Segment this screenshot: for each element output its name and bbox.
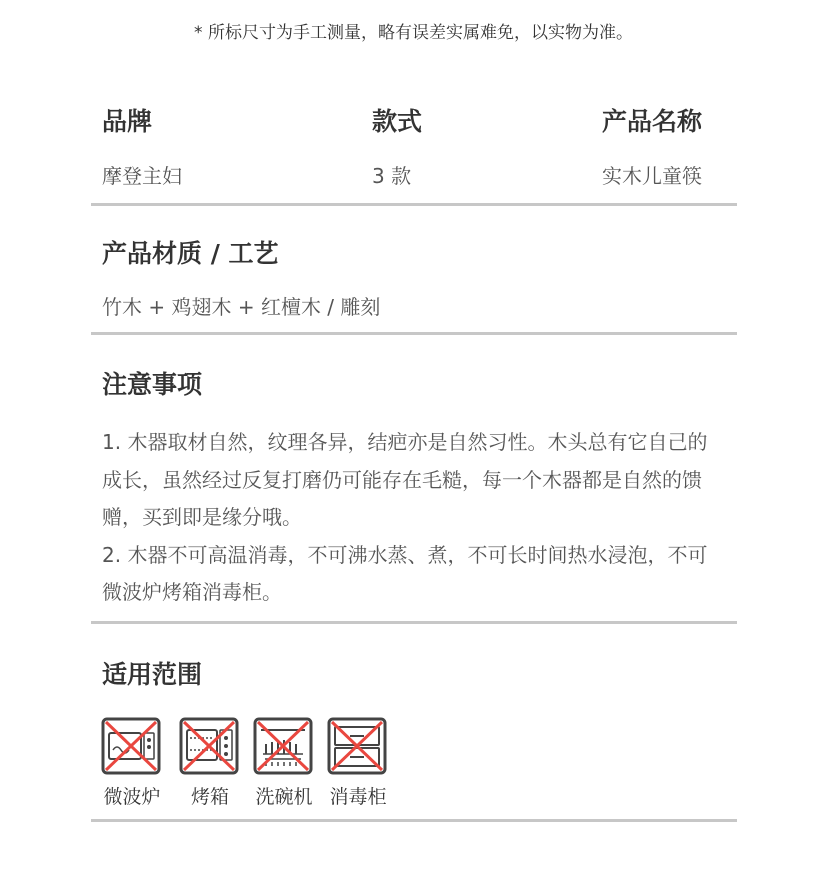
usage-item-label: 洗碗机 — [255, 786, 313, 808]
usage-item-microwave — [100, 716, 164, 809]
sterilizer-cabinet-prohibited-icon — [326, 716, 388, 776]
usage-item-oven — [178, 716, 242, 809]
spec-label-style: 款式 — [372, 107, 423, 136]
usage-item-dishwasher — [252, 716, 316, 809]
material-title: 产品材质 / 工艺 — [102, 239, 279, 268]
usage-item-sterilizer — [326, 716, 390, 809]
divider — [91, 819, 737, 822]
divider — [91, 621, 737, 624]
notice-title: 注意事项 — [102, 370, 203, 399]
usage-item-label: 微波炉 — [103, 786, 161, 808]
usage-item-label: 烤箱 — [190, 786, 229, 808]
oven-prohibited-icon — [178, 716, 240, 776]
notice-item: 1. 木器取材自然，纹理各异，结疤亦是自然习性。木头总有它自己的成长，虽然经过反复打磨仍可能存在毛糙，每一个木器都是自然的馈赠，买到即是缘分哦。 — [102, 430, 708, 529]
divider — [91, 332, 737, 335]
notice-body — [102, 424, 727, 612]
divider — [91, 203, 737, 206]
material-value: 竹木 + 鸡翅木 + 红檀木 / 雕刻 — [102, 295, 381, 319]
notice-item: 2. 木器不可高温消毒，不可沸水蒸、煮，不可长时间热水浸泡，不可微波炉烤箱消毒柜。 — [102, 542, 708, 604]
microwave-prohibited-icon — [100, 716, 162, 776]
spec-label-product-name: 产品名称 — [602, 107, 703, 136]
measurement-note: * 所标尺寸为手工测量，略有误差实属难免，以实物为准。 — [194, 23, 633, 43]
dishwasher-prohibited-icon — [252, 716, 314, 776]
spec-value-product-name: 实木儿童筷 — [602, 164, 702, 188]
usage-item-label: 消毒柜 — [329, 786, 387, 808]
spec-label-brand: 品牌 — [102, 107, 153, 136]
spec-value-brand: 摩登主妇 — [102, 164, 182, 188]
usage-title: 适用范围 — [102, 660, 203, 689]
spec-value-style: 3 款 — [372, 164, 412, 188]
